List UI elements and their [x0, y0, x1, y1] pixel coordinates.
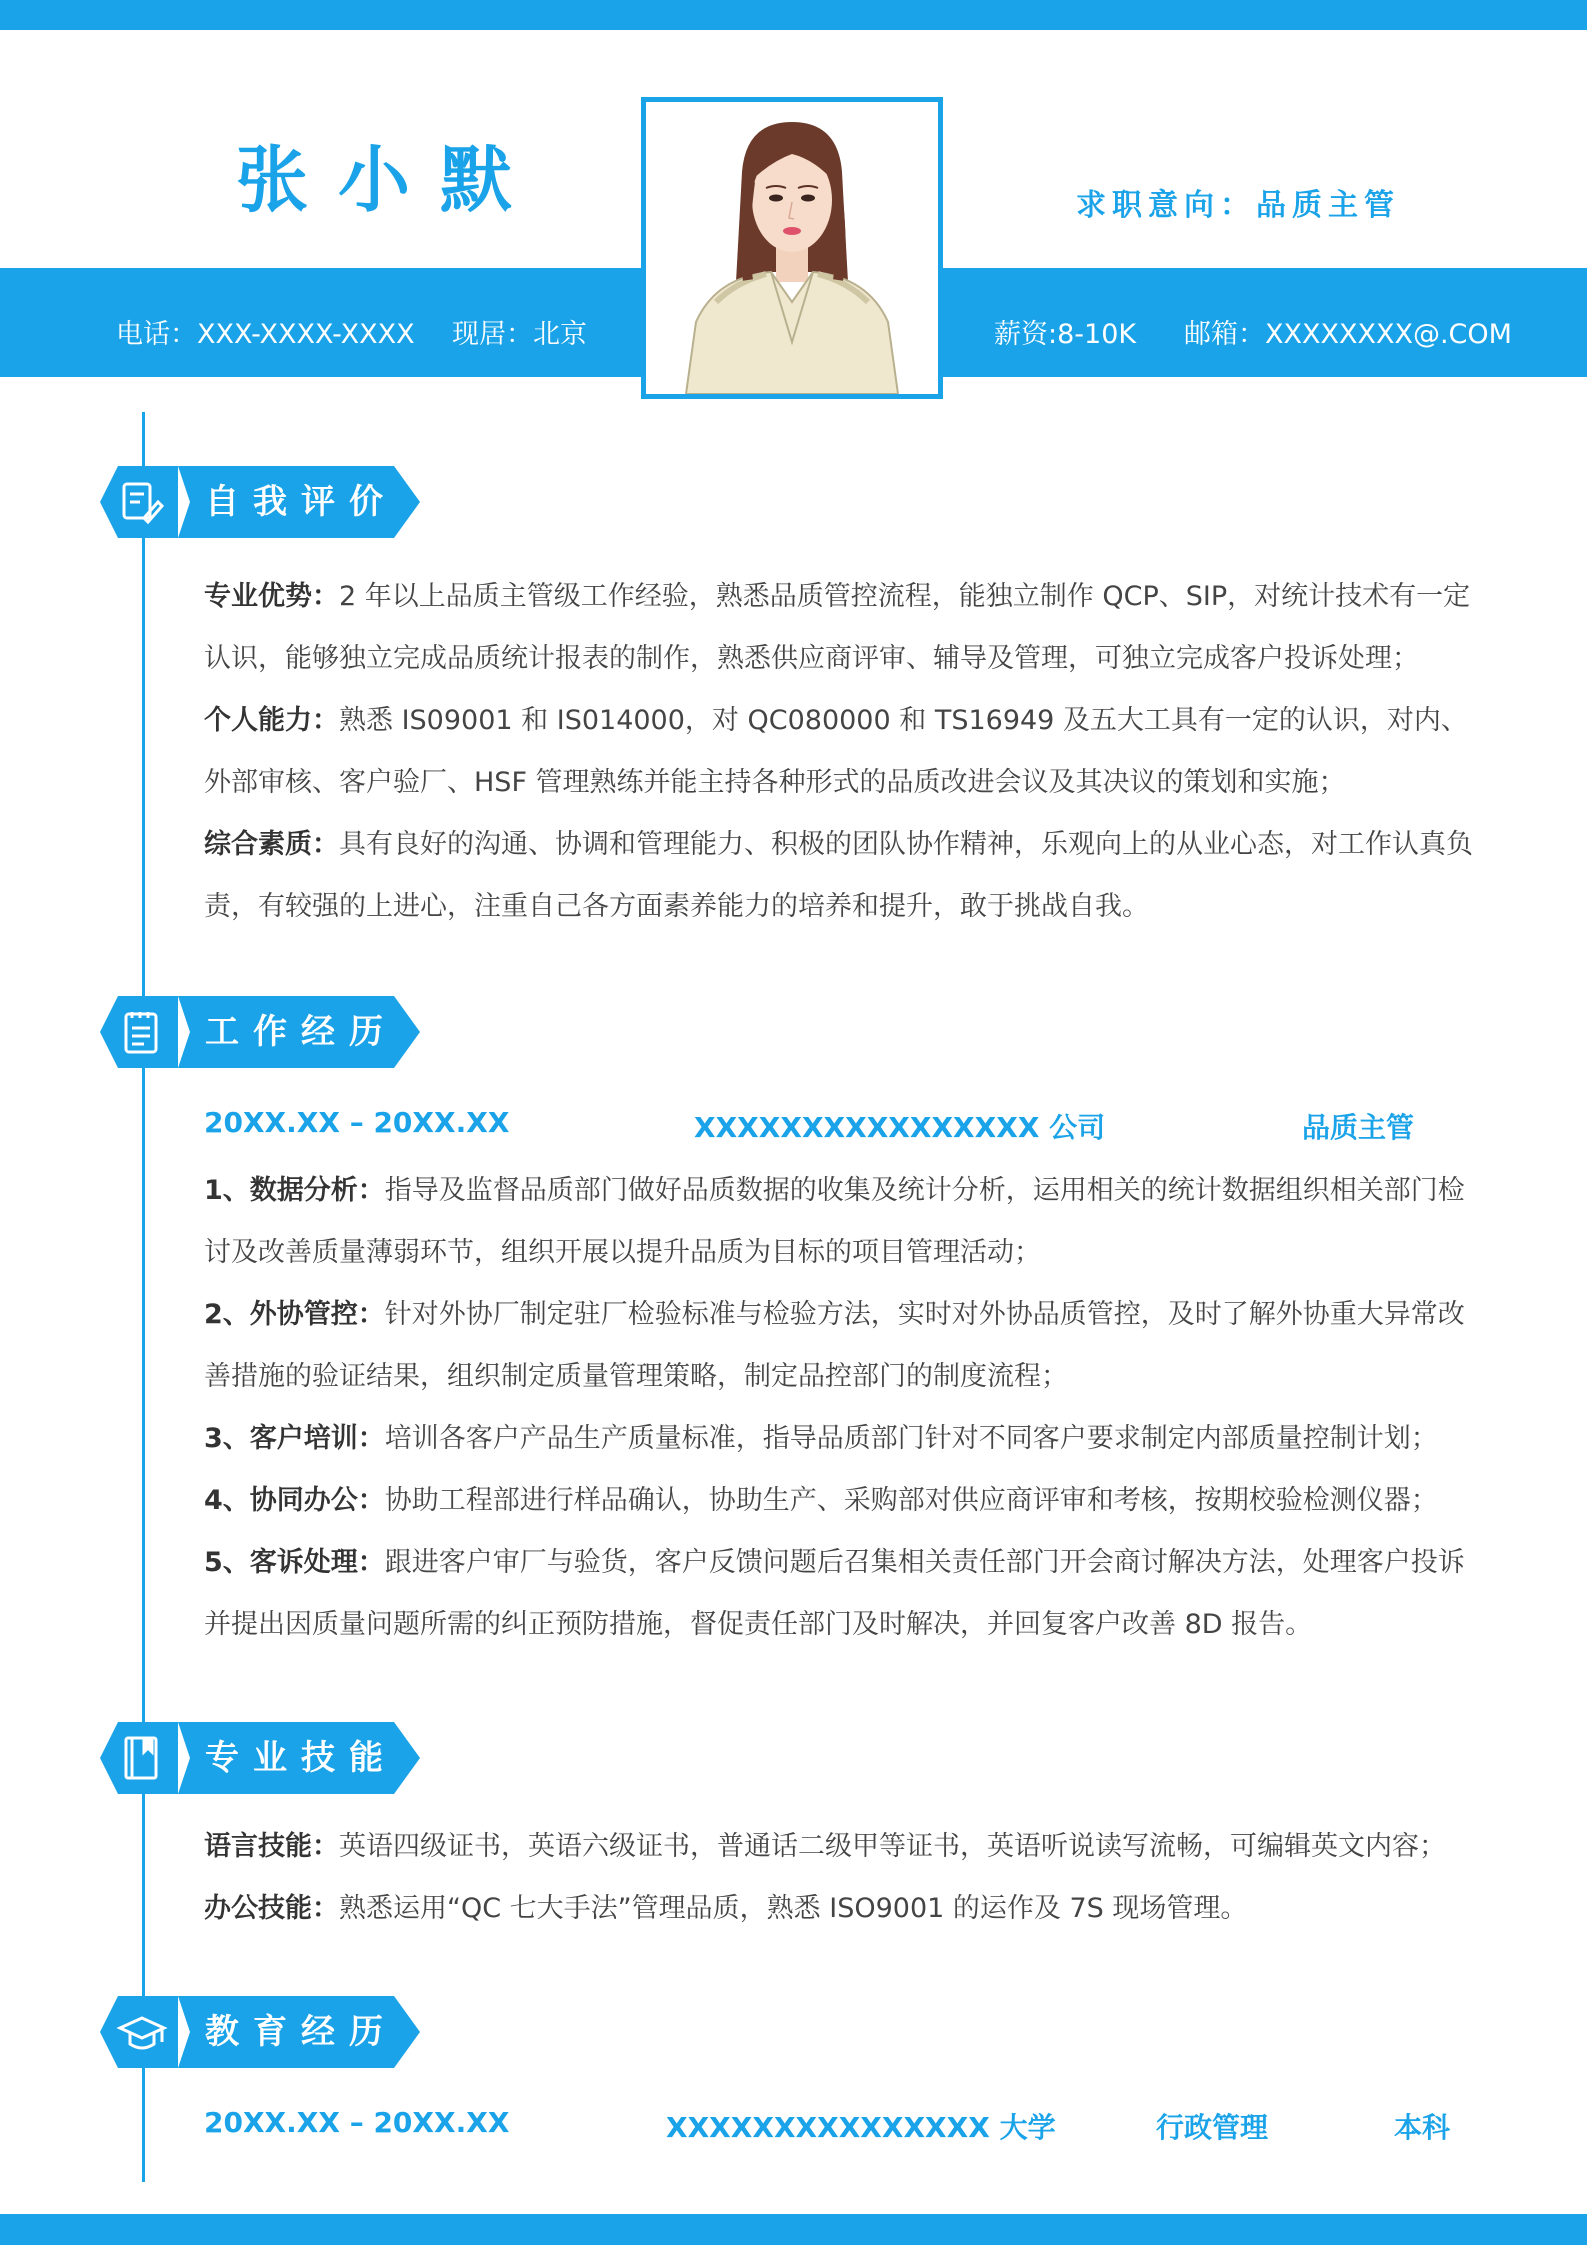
section-badge [100, 1996, 178, 2068]
top-accent-bar [0, 0, 1587, 30]
timeline-line [142, 412, 145, 2182]
edu-school: XXXXXXXXXXXXXXX 大学 [666, 2111, 1056, 2144]
job-intent: 求职意向：品质主管 [1076, 188, 1400, 223]
skills-content [204, 1816, 1474, 1940]
work-item: 3、客户培训：培训各客户产品生产质量标准，指导品质部门针对不同客户要求制定内部质量控制计划； [204, 1423, 1438, 1454]
work-item: 1、数据分析：指导及监督品质部门做好品质数据的收集及统计分析，运用相关的统计数据组织相关部门检讨及改善质量薄弱环节，组织开展以提升品质为目标的项目管理活动； [204, 1175, 1465, 1268]
work-item: 5、客诉处理：跟进客户审厂与验货，客户反馈问题后召集相关责任部门开会商讨解决方法，处理客户投诉并提出因质量问题所需的纠正预防措施，督促责任部门及时解决，并回复客户改善 8D 报告。 [204, 1547, 1465, 1640]
salary-text: 薪资:8-10K [994, 319, 1137, 350]
self-eval-item: 综合素质：具有良好的沟通、协调和管理能力、积极的团队协作精神，乐观向上的从业心态，对工作认真负责，有较强的上进心，注重自己各方面素养能力的培养和提升，敢于挑战自我。 [204, 829, 1473, 922]
work-item: 2、外协管控：针对外协厂制定驻厂检验标准与检验方法，实时对外协品质管控，及时了解外协重大异常改善措施的验证结果，组织制定质量管理策略，制定品控部门的制度流程； [204, 1299, 1465, 1392]
candidate-name: 张小默 [236, 138, 543, 222]
work-period: 20XX.XX – 20XX.XX [204, 1106, 510, 1139]
phone-text: 电话：XXX-XXXX-XXXX [116, 319, 415, 350]
section-badge [100, 466, 178, 538]
section-badge [100, 996, 178, 1068]
skill-item: 语言技能：英语四级证书，英语六级证书，普通话二级甲等证书，英语听说读写流畅，可编辑英文内容； [204, 1831, 1446, 1862]
section-title-education: 教育经历 [205, 2012, 397, 2052]
bottom-accent-bar [0, 2214, 1587, 2245]
edu-period: 20XX.XX – 20XX.XX [204, 2106, 510, 2139]
portrait-illustration [646, 102, 938, 394]
edu-major: 行政管理 [1156, 2111, 1269, 2144]
email-text: 邮箱：XXXXXXXX@.COM [1184, 319, 1512, 350]
work-company: XXXXXXXXXXXXXXXX 公司 [694, 1111, 1106, 1144]
work-item: 4、协同办公：协助工程部进行样品确认，协助生产、采购部对供应商评审和考核，按期校验检测仪器； [204, 1485, 1438, 1516]
self-eval-item: 个人能力：熟悉 IS09001 和 IS014000，对 QC080000 和 TS16949 及五大工具有一定的认识，对内、外部审核、客户验厂、HSF 管理熟练并能主持各种形式的品质改进会议及其决议的策划和实施； [204, 705, 1468, 798]
skill-item: 办公技能：熟悉运用“QC 七大手法”管理品质，熟悉 ISO9001 的运作及 7S 现场管理。 [204, 1893, 1248, 1924]
self-eval-item: 专业优势：2 年以上品质主管级工作经验，熟悉品质管控流程，能独立制作 QCP、SIP，对统计技术有一定认识，能够独立完成品质统计报表的制作，熟悉供应商评审、辅导及管理，可独立完成客户投诉处理； [204, 581, 1471, 674]
self-evaluation-content [204, 566, 1474, 938]
edu-degree: 本科 [1394, 2111, 1451, 2144]
section-title-skills: 专业技能 [205, 1738, 397, 1778]
profile-photo [641, 97, 943, 399]
section-title-work: 工作经历 [205, 1012, 397, 1052]
section-title-self-evaluation: 自我评价 [205, 482, 397, 522]
location-text: 现居：北京 [452, 319, 587, 350]
work-position: 品质主管 [1302, 1111, 1415, 1144]
work-content [204, 1160, 1474, 1656]
section-badge [100, 1722, 178, 1794]
